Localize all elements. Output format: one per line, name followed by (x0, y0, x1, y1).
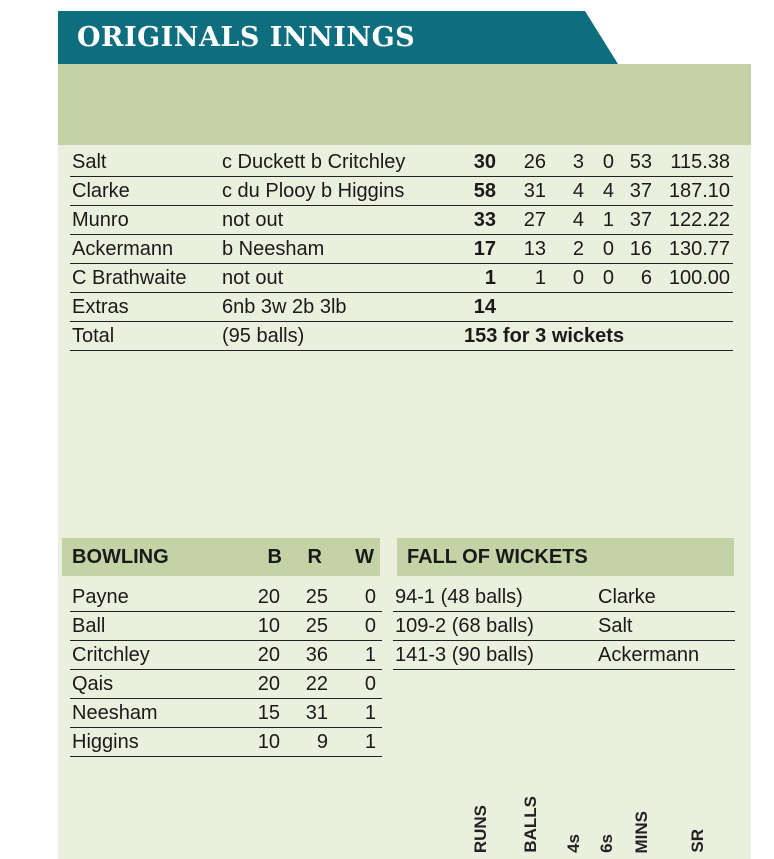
header-mins: MINS (632, 810, 651, 853)
dismissal: b Neesham (222, 238, 325, 260)
bowler-runs: 25 (305, 586, 328, 608)
strike-rate: 122.22 (668, 209, 730, 231)
batting-row (70, 148, 733, 177)
bowling-row (70, 583, 382, 612)
dismissal: c Duckett b Critchley (222, 151, 406, 173)
bowling-header-w: W (355, 546, 374, 568)
bowling-row (70, 670, 382, 699)
extras-detail: 6nb 3w 2b 3lb (222, 296, 347, 318)
batting-header (58, 64, 751, 145)
fall-of-wicket-row (393, 612, 735, 641)
runs: 30 (473, 151, 496, 173)
header-sr: SR (688, 829, 707, 853)
header-balls: BALLS (521, 796, 540, 853)
dismissal: c du Plooy b Higgins (222, 180, 405, 202)
sixes: 0 (602, 267, 614, 289)
fall-of-wickets-title: FALL OF WICKETS (407, 546, 588, 568)
fow-score: 94-1 (48 balls) (395, 586, 523, 608)
batter-name: Salt (72, 151, 107, 173)
bowler-wickets: 1 (364, 731, 376, 753)
sixes: 0 (602, 151, 614, 173)
fow-score: 109-2 (68 balls) (395, 615, 534, 637)
bowler-wickets: 0 (364, 673, 376, 695)
header-fours: 4s (564, 834, 583, 853)
bowling-row (70, 612, 382, 641)
bowling-header (62, 538, 380, 576)
mins: 6 (640, 267, 652, 289)
bowler-name: Qais (72, 673, 114, 695)
bowler-runs: 31 (305, 702, 328, 724)
batter-name: Ackermann (72, 238, 174, 260)
extras-label: Extras (72, 296, 129, 318)
strike-rate: 115.38 (670, 151, 730, 173)
batting-row (70, 264, 733, 293)
batting-row (70, 206, 733, 235)
bowler-wickets: 1 (364, 702, 376, 724)
strike-rate: 187.10 (668, 180, 730, 202)
fow-batsman: Clarke (598, 586, 656, 608)
bowling-row (70, 641, 382, 670)
runs: 58 (473, 180, 496, 202)
total-value: 153 for 3 wickets (464, 325, 625, 347)
bowling-row (70, 699, 382, 728)
batter-name: Munro (72, 209, 129, 231)
strike-rate: 100.00 (668, 267, 730, 289)
bowler-name: Critchley (72, 644, 150, 666)
batter-name: C Brathwaite (72, 267, 187, 289)
bowler-balls: 20 (257, 644, 280, 666)
bowler-balls: 20 (257, 673, 280, 695)
bowler-wickets: 0 (364, 615, 376, 637)
fow-score: 141-3 (90 balls) (395, 644, 534, 666)
bowler-runs: 22 (305, 673, 328, 695)
balls: 1 (534, 267, 546, 289)
mins: 53 (629, 151, 652, 173)
bowler-balls: 15 (257, 702, 280, 724)
sixes: 4 (602, 180, 614, 202)
bowler-runs: 25 (305, 615, 328, 637)
extras-value: 14 (473, 296, 496, 318)
bowler-runs: 9 (316, 731, 328, 753)
bowler-name: Payne (72, 586, 129, 608)
bowler-wickets: 0 (364, 586, 376, 608)
total-detail: (95 balls) (222, 325, 305, 347)
sixes: 1 (602, 209, 614, 231)
balls: 31 (523, 180, 546, 202)
bowling-title: BOWLING (72, 546, 169, 568)
balls: 27 (523, 209, 546, 231)
mins: 37 (629, 209, 652, 231)
fours: 2 (572, 238, 584, 260)
runs: 1 (484, 267, 496, 289)
fours: 0 (572, 267, 584, 289)
innings-title: ORIGINALS INNINGS (77, 22, 416, 53)
bowler-wickets: 1 (364, 644, 376, 666)
header-sixes: 6s (597, 834, 616, 853)
bowling-header-b: B (267, 546, 282, 568)
total-row (70, 322, 733, 351)
runs: 17 (473, 238, 496, 260)
bowling-row (70, 728, 382, 757)
fow-batsman: Ackermann (598, 644, 700, 666)
bowler-name: Neesham (72, 702, 158, 724)
fall-of-wicket-row (393, 583, 735, 612)
fall-of-wicket-row (393, 641, 735, 670)
fours: 4 (572, 180, 584, 202)
batting-row (70, 235, 733, 264)
bowling-header-r: R (307, 546, 322, 568)
extras-row (70, 293, 733, 322)
sixes: 0 (602, 238, 614, 260)
bowler-name: Higgins (72, 731, 139, 753)
balls: 26 (523, 151, 546, 173)
dismissal: not out (222, 267, 284, 289)
runs: 33 (473, 209, 496, 231)
header-runs: RUNS (471, 804, 490, 853)
batter-name: Clarke (72, 180, 130, 202)
dismissal: not out (222, 209, 284, 231)
fow-batsman: Salt (598, 615, 633, 637)
total-label: Total (72, 325, 115, 347)
bowler-balls: 10 (257, 615, 280, 637)
mins: 16 (629, 238, 652, 260)
bowler-name: Ball (72, 615, 106, 637)
balls: 13 (523, 238, 546, 260)
mins: 37 (629, 180, 652, 202)
bowler-balls: 10 (257, 731, 280, 753)
bowler-balls: 20 (257, 586, 280, 608)
batting-row (70, 177, 733, 206)
strike-rate: 130.77 (668, 238, 730, 260)
fours: 4 (572, 209, 584, 231)
bowler-runs: 36 (305, 644, 328, 666)
fours: 3 (572, 151, 584, 173)
fall-of-wickets-header (397, 538, 734, 576)
